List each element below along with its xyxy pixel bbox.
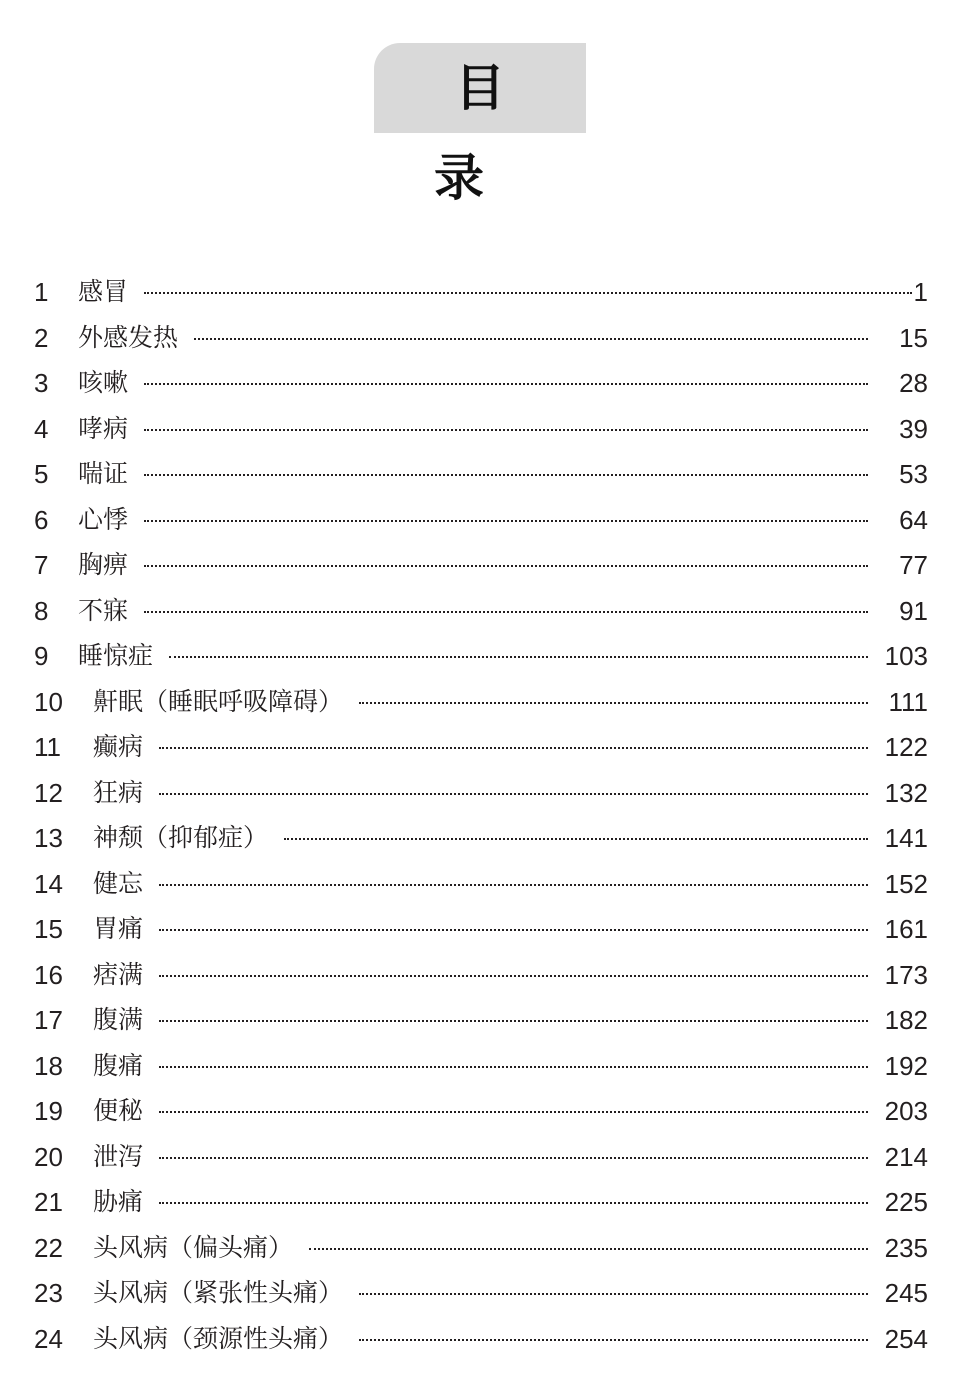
toc-row[interactable] xyxy=(0,1270,960,1316)
toc-row[interactable] xyxy=(0,1088,960,1134)
dot-leader xyxy=(159,1017,868,1022)
toc-title: 喘证 xyxy=(78,459,129,488)
dot-leader xyxy=(169,653,868,658)
toc-title: 泄泻 xyxy=(93,1141,144,1171)
toc-row[interactable] xyxy=(0,1179,960,1225)
toc-page-number: 91 xyxy=(899,595,928,626)
toc-number: 15 xyxy=(34,914,63,944)
toc-title: 癫病 xyxy=(93,732,144,761)
toc-title: 胃痛 xyxy=(93,914,144,943)
dot-leader xyxy=(194,335,868,340)
toc-title: 胁痛 xyxy=(93,1187,144,1216)
page-title: 目 录 xyxy=(434,59,639,207)
toc-page-number: 103 xyxy=(884,641,928,671)
toc-title: 健忘 xyxy=(93,868,144,898)
toc-page-number: 214 xyxy=(884,1141,928,1172)
dot-leader xyxy=(144,517,868,522)
dot-leader xyxy=(159,744,868,749)
toc-number: 21 xyxy=(34,1187,63,1217)
dot-leader xyxy=(159,790,868,795)
dot-leader xyxy=(159,1199,868,1204)
toc-page-number: 235 xyxy=(884,1232,928,1263)
toc-title: 咳嗽 xyxy=(78,368,129,397)
toc-row[interactable] xyxy=(0,815,960,861)
toc-row[interactable] xyxy=(0,451,960,497)
toc-title: 神颓（抑郁症） xyxy=(93,823,269,852)
toc-page-number: 53 xyxy=(899,459,928,489)
toc-row[interactable] xyxy=(0,997,960,1043)
toc-row[interactable] xyxy=(0,724,960,770)
toc-title: 不寐 xyxy=(78,595,129,625)
toc-page-number: 254 xyxy=(884,1323,928,1354)
toc-number: 1 xyxy=(34,277,49,307)
dot-leader xyxy=(359,1290,868,1295)
toc-page-number: 182 xyxy=(884,1005,928,1035)
toc-row[interactable] xyxy=(0,588,960,634)
dot-leader xyxy=(359,1336,868,1341)
toc-page-number: 245 xyxy=(884,1278,928,1308)
dot-leader xyxy=(159,926,868,931)
toc-page-number: 39 xyxy=(899,413,928,444)
toc-row[interactable] xyxy=(0,497,960,543)
toc-page-number: 122 xyxy=(884,732,928,762)
toc-row[interactable] xyxy=(0,269,960,315)
toc-page-number: 141 xyxy=(884,823,928,853)
toc-page-number: 132 xyxy=(884,777,928,808)
title-tab xyxy=(374,43,639,207)
toc-row[interactable] xyxy=(0,1043,960,1089)
toc-number: 20 xyxy=(34,1141,63,1172)
toc-page-number: 192 xyxy=(884,1050,928,1081)
toc-title: 痞满 xyxy=(93,959,144,989)
toc-number: 6 xyxy=(34,504,49,535)
toc-row[interactable] xyxy=(0,952,960,998)
toc-title: 头风病（颈源性头痛） xyxy=(93,1323,344,1353)
dot-leader xyxy=(144,380,868,385)
toc-page-number: 64 xyxy=(899,504,928,535)
toc-page-number: 152 xyxy=(884,868,928,899)
toc-page-number: 15 xyxy=(899,322,928,353)
toc-page-number: 173 xyxy=(884,959,928,990)
dot-leader xyxy=(159,881,868,886)
toc-title: 胸痹 xyxy=(78,550,129,579)
toc-page-number: 225 xyxy=(884,1187,928,1217)
toc-number: 5 xyxy=(34,459,49,489)
toc-title: 头风病（偏头痛） xyxy=(93,1232,294,1262)
toc-row[interactable] xyxy=(0,1134,960,1180)
toc-number: 22 xyxy=(34,1232,63,1263)
toc-row[interactable] xyxy=(0,633,960,679)
toc-title: 感冒 xyxy=(78,277,129,306)
toc-row[interactable] xyxy=(0,770,960,816)
toc-number: 7 xyxy=(34,550,49,580)
toc-number: 17 xyxy=(34,1005,63,1035)
toc-number: 4 xyxy=(34,413,49,444)
toc-number: 13 xyxy=(34,823,63,853)
toc-number: 16 xyxy=(34,959,63,990)
dot-leader xyxy=(159,972,868,977)
toc-number: 12 xyxy=(34,777,63,808)
toc-title: 哮病 xyxy=(78,413,129,443)
dot-leader xyxy=(309,1245,868,1250)
dot-leader xyxy=(159,1154,868,1159)
toc-title: 头风病（紧张性头痛） xyxy=(93,1278,344,1307)
toc-page-number: 203 xyxy=(884,1096,928,1126)
toc-number: 10 xyxy=(34,686,63,717)
toc-row[interactable] xyxy=(0,861,960,907)
toc-number: 14 xyxy=(34,868,63,899)
toc-title: 鼾眠（睡眠呼吸障碍） xyxy=(93,686,344,716)
toc-page-number: 111 xyxy=(888,686,928,717)
dot-leader xyxy=(144,471,868,476)
toc-title: 狂病 xyxy=(93,777,144,807)
toc-row[interactable] xyxy=(0,360,960,406)
toc-row[interactable] xyxy=(0,315,960,361)
toc-number: 19 xyxy=(34,1096,63,1126)
toc-page-number: 1 xyxy=(913,277,928,307)
toc-row[interactable] xyxy=(0,542,960,588)
toc-number: 3 xyxy=(34,368,49,398)
dot-leader xyxy=(144,289,912,294)
toc-number: 23 xyxy=(34,1278,63,1308)
toc-number: 2 xyxy=(34,322,49,353)
toc-title: 腹满 xyxy=(93,1005,144,1034)
dot-leader xyxy=(144,608,868,613)
toc-title: 心悸 xyxy=(78,504,129,534)
toc-row[interactable] xyxy=(0,679,960,725)
dot-leader xyxy=(144,426,868,431)
toc-row[interactable] xyxy=(0,406,960,452)
toc-page-number: 161 xyxy=(884,914,928,944)
dot-leader xyxy=(159,1063,868,1068)
toc-page-number: 77 xyxy=(899,550,928,580)
toc-number: 8 xyxy=(34,595,49,626)
toc-page-number: 28 xyxy=(899,368,928,398)
dot-leader xyxy=(159,1108,868,1113)
toc-title: 腹痛 xyxy=(93,1050,144,1080)
dot-leader xyxy=(144,562,868,567)
toc-row[interactable] xyxy=(0,1316,960,1362)
toc-number: 11 xyxy=(34,732,61,762)
toc-number: 9 xyxy=(34,641,49,671)
toc-number: 24 xyxy=(34,1323,63,1354)
dot-leader xyxy=(359,699,868,704)
toc-number: 18 xyxy=(34,1050,63,1081)
toc-title: 便秘 xyxy=(93,1096,144,1125)
toc-title: 睡惊症 xyxy=(78,641,154,670)
toc-row[interactable] xyxy=(0,906,960,952)
dot-leader xyxy=(284,835,868,840)
toc-row[interactable] xyxy=(0,1225,960,1271)
toc-title: 外感发热 xyxy=(78,322,179,352)
